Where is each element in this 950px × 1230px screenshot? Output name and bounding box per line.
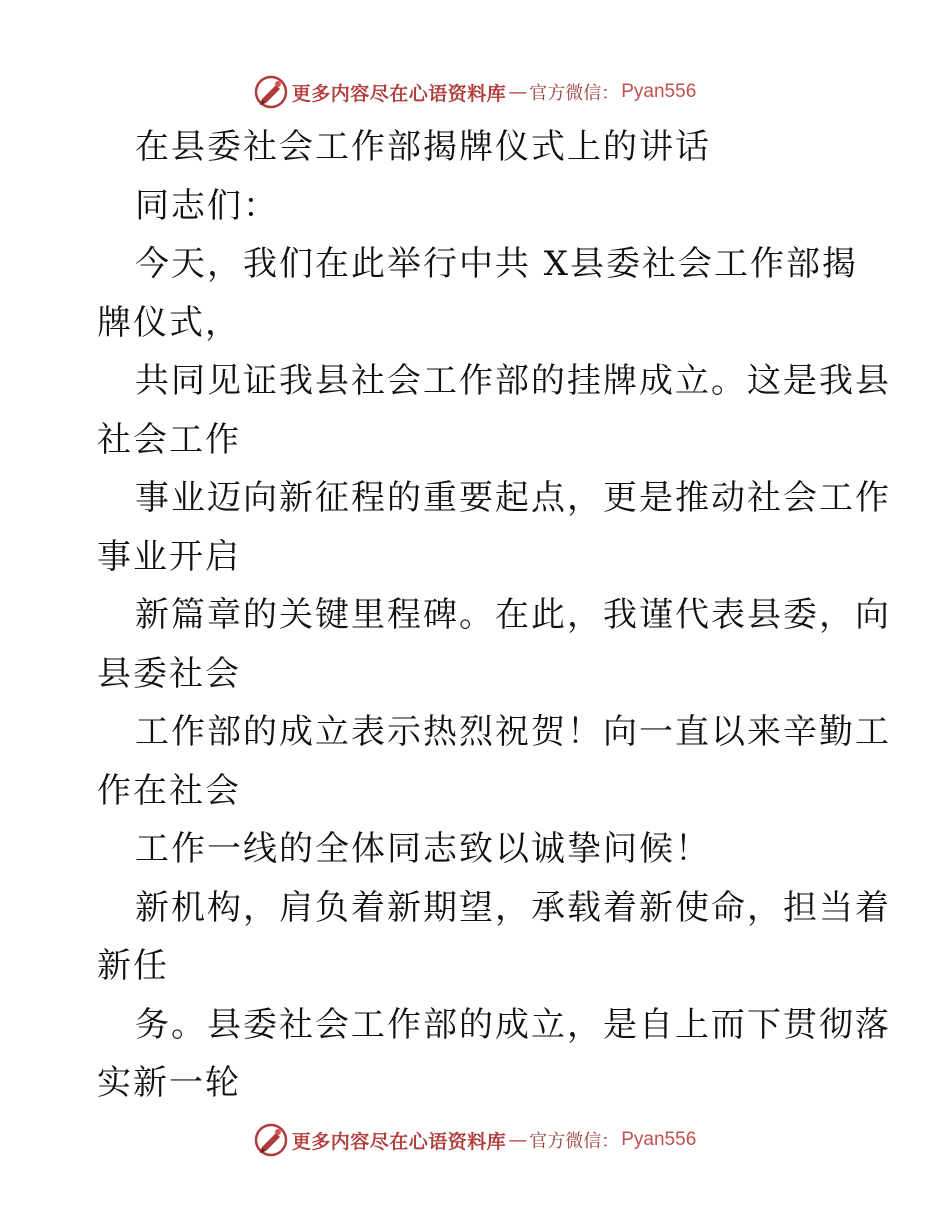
red-pen-seal-icon (254, 75, 288, 109)
header-watermark-banner (0, 72, 950, 112)
text-line: 新机构，肩负着新期望，承载着新使命，担当着 (135, 887, 891, 928)
text-line: 事业开启 (97, 536, 241, 577)
banner-official-label: 官方微信： (529, 1131, 620, 1152)
red-pen-seal-icon (254, 1123, 288, 1157)
banner-official-label: 官方微信： (529, 83, 620, 104)
salutation: 同志们： (135, 185, 279, 226)
banner-brand-text: 更多内容尽在心语资料库 (291, 82, 507, 105)
text-line: 新篇章的关键里程碑。在此，我谨代表县委，向 (135, 595, 891, 635)
text-line: 工作部的成立表示热烈祝贺！向一直以来辛勤工 (135, 712, 891, 752)
text-line: 工作一线的全体同志致以诚挚问候！ (135, 829, 711, 869)
banner-wechat-id: Pyan556 (621, 81, 697, 102)
text-line: 务。县委社会工作部的成立，是自上而下贯彻落 (135, 1004, 891, 1045)
text-line: 社会工作 (97, 419, 241, 460)
footer-watermark-banner (0, 1120, 950, 1160)
text-line: 作在社会 (97, 770, 241, 811)
banner-dash: — (508, 1129, 528, 1151)
banner-brand-text: 更多内容尽在心语资料库 (291, 1130, 507, 1153)
document-title: 在县委社会工作部揭牌仪式上的讲话 (135, 127, 711, 167)
text-line: 事业迈向新征程的重要起点，更是推动社会工作 (135, 478, 891, 518)
text-line: 今天，我们在此举行中共 X县委社会工作部揭 (135, 244, 859, 284)
text-line: 县委社会 (97, 653, 241, 694)
text-line: 共同见证我县社会工作部的挂牌成立。这是我县 (135, 361, 891, 401)
banner-dash: — (508, 81, 528, 103)
text-line: 实新一轮 (97, 1063, 241, 1103)
text-line: 牌仪式， (97, 302, 241, 343)
document-body (97, 118, 891, 1113)
speech-text (97, 235, 891, 1113)
banner-wechat-id: Pyan556 (621, 1129, 697, 1150)
text-line: 新任 (97, 946, 169, 986)
